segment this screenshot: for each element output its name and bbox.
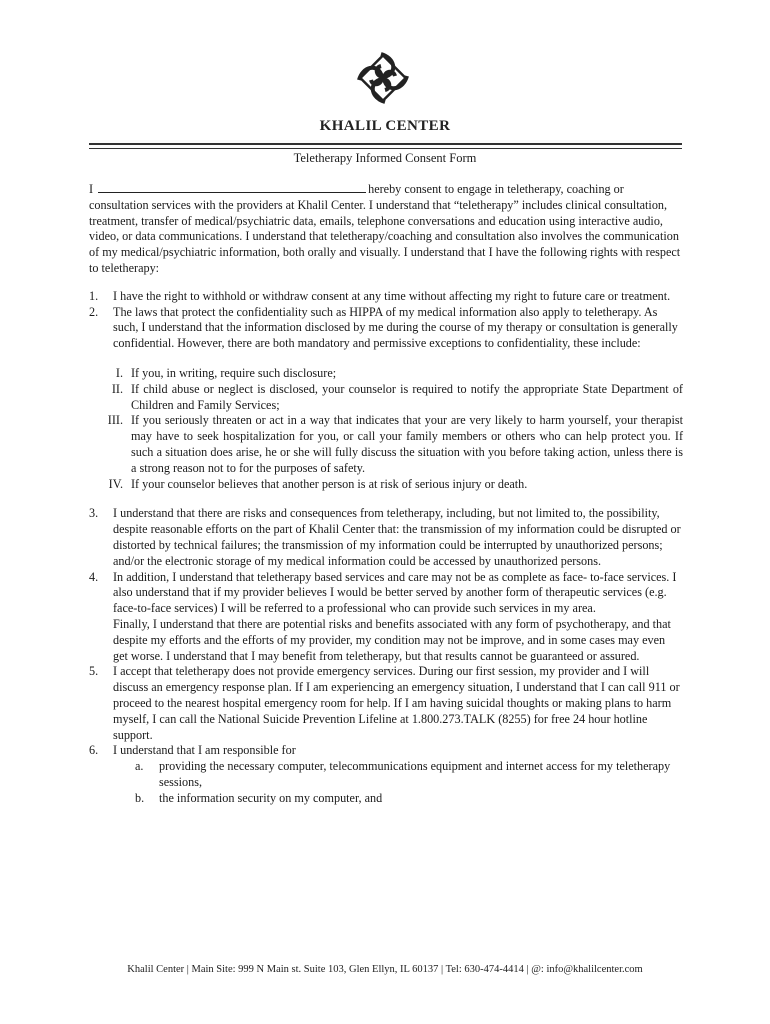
list-item — [89, 477, 683, 493]
intro-paragraph — [89, 182, 683, 277]
item-letter: a. — [135, 759, 144, 774]
item-text: If your counselor believes that another person is at risk of serious injury or death. — [131, 476, 528, 491]
item-text: providing the necessary computer, telecommunications equipment and internet access for my teletherapy sessions, — [159, 759, 671, 789]
item-letter: b. — [135, 790, 145, 805]
item-text: I understand that I am responsible for — [113, 743, 296, 758]
intro-text: hereby consent to engage in teletherapy, coaching or consultation services with the providers at Khalil Center. I understand that “teletherapy” includes clinical consultation, treatment, transfer of medical/psychiatric data, emails, telephone conversations and education using interactive audio, video, or data communications. I understand that teletherapy/coaching and consultation also involves the communication of my medical/psychiatric information, both orally and visually. I understand that I have the following rights with respect to teletherapy: — [89, 182, 681, 275]
item-number: 6. — [89, 743, 99, 758]
list-item — [89, 506, 683, 569]
org-name: KHALIL CENTER — [319, 118, 451, 134]
item-number: 4. — [89, 569, 99, 584]
item-number: II. — [111, 381, 123, 396]
item-text: If you, in writing, require such disclosure; — [131, 365, 337, 380]
item-text: If you seriously threaten or act in a way that indicates that your are very likely to harm yourself, your therapist may have to seek hospitalization for you, or call your family members or others who can help protect you. If such a situation does arise, he or she will fully discuss the situation with you before taking action, unless there is a strong reason not to for the purposes of safety. — [131, 413, 683, 475]
item-text: I understand that there are risks and consequences from teletherapy, including, but not limited to, the possibility, despite reasonable efforts on the part of Khalil Center that: the transmission of my information could be disrupted or distorted by technical failures; the transmission of my information could be interrupted by unauthorized persons; and/or the electronic storage of my medical information could be accessed by unauthorized persons. — [113, 506, 681, 568]
form-title: Teletherapy Informed Consent Form — [293, 151, 477, 165]
list-item — [89, 305, 683, 352]
form-body — [89, 182, 683, 806]
item-number: I. — [115, 365, 123, 380]
list-item — [89, 743, 683, 806]
exceptions-list — [89, 366, 683, 492]
item-number: 5. — [89, 664, 99, 679]
item-text: In addition, I understand that teletherapy based services and care may not be as complete as face- to-face services. I also understand that if my provider believes I would be better served by another form of therapeutic services (e.g. face-to-face services) I will be referred to a professional who can provide such services in my area. — [113, 569, 677, 616]
item-number: 2. — [89, 304, 99, 319]
list-item — [89, 413, 683, 476]
item-number: III. — [107, 413, 123, 428]
page-footer: Khalil Center | Main Site: 999 N Main st. Suite 103, Glen Ellyn, IL 60137 | Tel: 630-474-4414 | @: info@khalilcenter.com — [127, 964, 643, 975]
list-item — [89, 289, 683, 305]
list-item — [89, 570, 683, 665]
list-item — [89, 664, 683, 743]
name-blank-field[interactable] — [98, 182, 366, 193]
item-text: The laws that protect the confidentiality such as HIPPA of my medical information also apply to teletherapy. As such, I understand that the information disclosed by me during the course of my therapy or consultation is generally confidential. However, there are both mandatory and permissive exceptions to confidentiality, these include: — [113, 304, 678, 351]
list-item — [113, 791, 683, 807]
header-rule-thin — [89, 148, 682, 149]
item-text-continued: Finally, I understand that there are potential risks and benefits associated with any form of psychotherapy, and that despite my efforts and the efforts of my provider, my condition may not be improve, and in some cases may even get worse. I understand that I may benefit from teletherapy, but that results cannot be guaranteed or assured. — [113, 616, 671, 663]
item-text: If child abuse or neglect is disclosed, your counselor is required to notify the appropriate State Department of Children and Family Services; — [131, 381, 683, 412]
khalil-center-logo-icon — [355, 50, 411, 106]
responsibilities-list — [113, 759, 683, 806]
item-number: 3. — [89, 506, 99, 521]
intro-prefix: I — [89, 182, 94, 196]
rights-list — [89, 289, 683, 352]
item-text: the information security on my computer, and — [159, 790, 383, 805]
item-text: I accept that teletherapy does not provide emergency services. During our first session, my provider and I will discuss an emergency response plan. If I am experiencing an emergency situation, I understand that I can call 911 or proceed to the nearest hospital emergency room for help. If I am having suicidal thoughts or making plans to harm myself, I can call the National Suicide Prevention Lifeline at 1.800.273.TALK (8255) for free 24 hour hotline support. — [113, 664, 680, 742]
list-item — [113, 759, 683, 791]
item-text: I have the right to withhold or withdraw consent at any time without affecting my right to future care or treatment. — [113, 288, 671, 303]
list-item — [89, 366, 683, 382]
item-number: IV. — [108, 476, 123, 491]
list-item — [89, 382, 683, 414]
terms-list — [89, 506, 683, 806]
header-rule — [89, 143, 682, 145]
item-number: 1. — [89, 288, 99, 303]
